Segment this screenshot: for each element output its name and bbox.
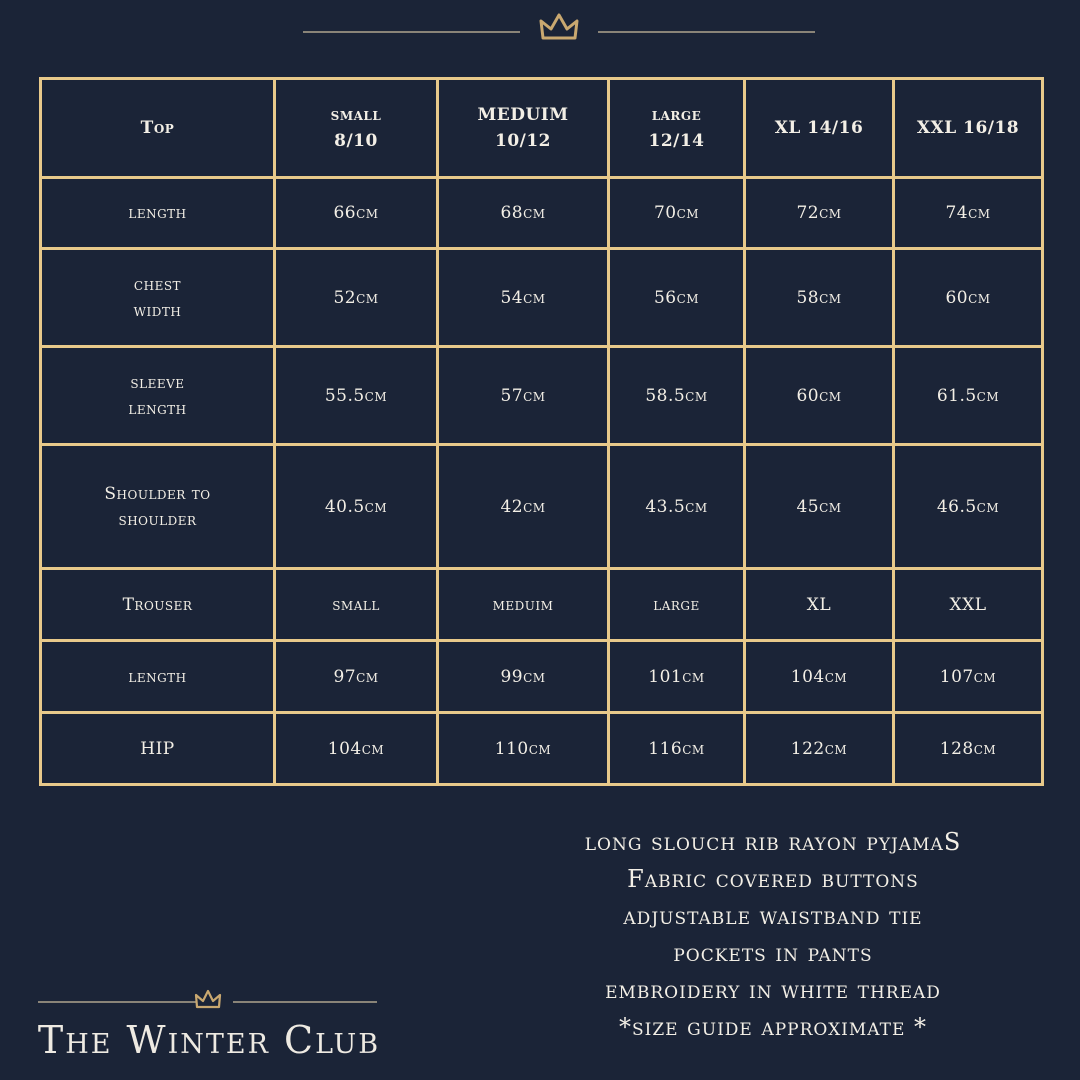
row-label: length xyxy=(41,178,275,249)
logo-rule-right xyxy=(233,1001,377,1003)
header-xl: XL 14/16 xyxy=(745,79,894,178)
header-trouser: Trouser xyxy=(41,569,275,641)
table-cell: 40.5cm xyxy=(275,445,438,569)
size-guide-table xyxy=(39,77,1044,786)
brand-logo xyxy=(14,984,404,1064)
table-cell: 43.5cm xyxy=(609,445,745,569)
crown-icon xyxy=(194,989,222,1011)
table-cell: 68cm xyxy=(438,178,609,249)
table-cell: 97cm xyxy=(275,641,438,713)
table-row xyxy=(41,347,1043,445)
note-line: Fabric covered buttons xyxy=(627,865,919,893)
table-row xyxy=(41,641,1043,713)
trouser-size-large: large xyxy=(609,569,745,641)
note-line: *size guide approximate * xyxy=(618,1013,928,1041)
table-cell: 70cm xyxy=(609,178,745,249)
logo-rule-left xyxy=(38,1001,196,1003)
trouser-size-xl: XL xyxy=(745,569,894,641)
table-cell: 128cm xyxy=(894,713,1043,785)
top-ornament xyxy=(0,10,1080,50)
row-label: HIP xyxy=(41,713,275,785)
table-cell: 55.5cm xyxy=(275,347,438,445)
crown-icon xyxy=(539,12,579,44)
trouser-size-small: small xyxy=(275,569,438,641)
table-cell: 107cm xyxy=(894,641,1043,713)
table-row xyxy=(41,249,1043,347)
table-cell: 122cm xyxy=(745,713,894,785)
header-top: Top xyxy=(41,79,275,178)
row-label: Shoulder to shoulder xyxy=(41,445,275,569)
table-cell: 58.5cm xyxy=(609,347,745,445)
table-cell: 46.5cm xyxy=(894,445,1043,569)
table-cell: 99cm xyxy=(438,641,609,713)
table-cell: 42cm xyxy=(438,445,609,569)
table-cell: 52cm xyxy=(275,249,438,347)
table-cell: 54cm xyxy=(438,249,609,347)
note-line: embroidery in white thread xyxy=(605,976,941,1004)
table-cell: 58cm xyxy=(745,249,894,347)
row-label: chest width xyxy=(41,249,275,347)
top-header-row xyxy=(41,79,1043,178)
header-medium: MEDUIM 10/12 xyxy=(438,79,609,178)
table-cell: 57cm xyxy=(438,347,609,445)
trouser-header-row xyxy=(41,569,1043,641)
ornament-rule-right xyxy=(598,31,815,33)
table-cell: 116cm xyxy=(609,713,745,785)
table-cell: 45cm xyxy=(745,445,894,569)
table-cell: 104cm xyxy=(745,641,894,713)
table-cell: 101cm xyxy=(609,641,745,713)
table-cell: 56cm xyxy=(609,249,745,347)
header-small: small 8/10 xyxy=(275,79,438,178)
table-cell: 74cm xyxy=(894,178,1043,249)
table-cell: 60cm xyxy=(745,347,894,445)
header-xxl: XXL 16/18 xyxy=(894,79,1043,178)
table-cell: 104cm xyxy=(275,713,438,785)
table-row xyxy=(41,713,1043,785)
note-line: pockets in pants xyxy=(673,939,873,967)
ornament-rule-left xyxy=(303,31,520,33)
note-line: adjustable waistband tie xyxy=(623,902,923,930)
row-label: sleeve length xyxy=(41,347,275,445)
table-row xyxy=(41,445,1043,569)
row-label: length xyxy=(41,641,275,713)
header-large: large 12/14 xyxy=(609,79,745,178)
note-line: long slouch rib rayon pyjamaS xyxy=(584,828,962,856)
trouser-size-xxl: XXL xyxy=(894,569,1043,641)
table-cell: 61.5cm xyxy=(894,347,1043,445)
table-cell: 72cm xyxy=(745,178,894,249)
table-cell: 66cm xyxy=(275,178,438,249)
table-row xyxy=(41,178,1043,249)
product-notes xyxy=(520,824,1026,1046)
trouser-size-medium: meduim xyxy=(438,569,609,641)
brand-name: The Winter Club xyxy=(37,1018,381,1062)
table-cell: 60cm xyxy=(894,249,1043,347)
table-cell: 110cm xyxy=(438,713,609,785)
